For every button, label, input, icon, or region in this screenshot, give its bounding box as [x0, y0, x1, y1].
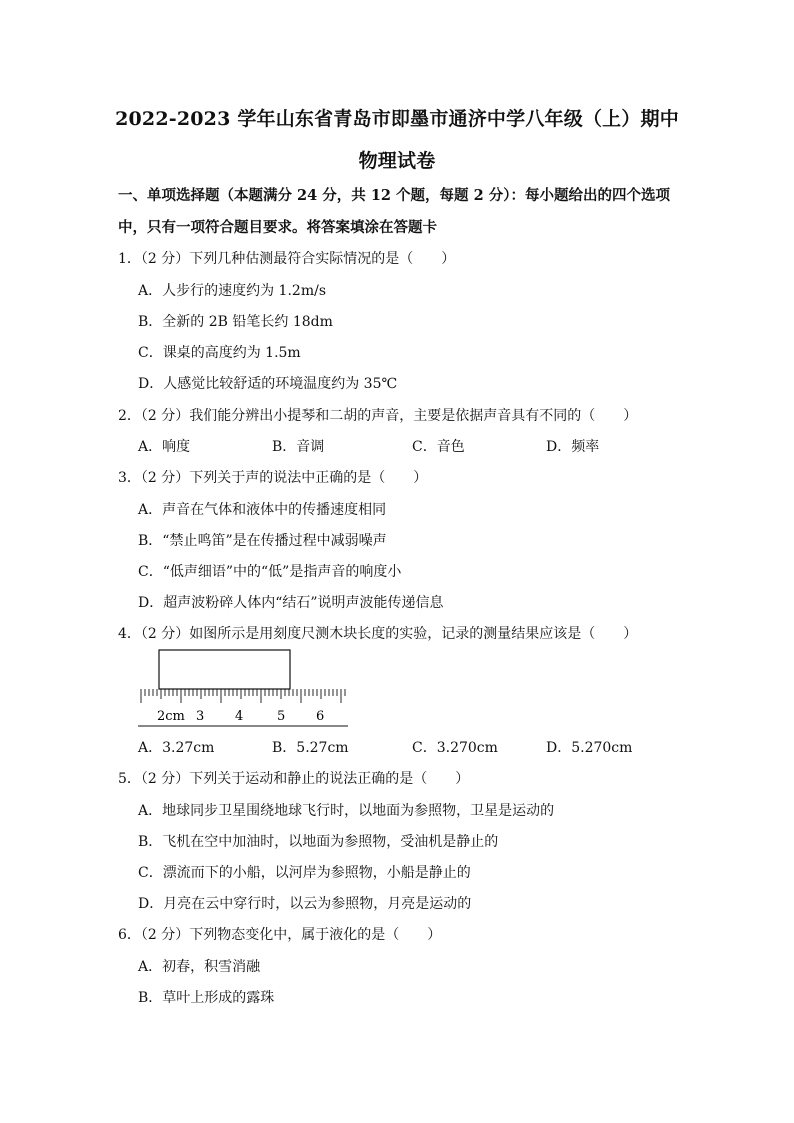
section-heading: 一、单项选择题（本题满分 24 分，共 12 个题，每题 2 分）：每小题给出的四个选项中，只有一项符合题目要求。将答案填涂在答题卡: [118, 187, 670, 236]
wooden-block: [159, 650, 290, 689]
question-4-option-d: D．5.270cm: [546, 740, 633, 756]
exam-title-line-1: 2022-2023 学年山东省青岛市即墨市通济中学八年级（上）期中: [115, 108, 679, 130]
question-2-option-d: D．频率: [546, 439, 600, 455]
question-3-stem: 3．（2 分）下列关于声的说法中正确的是（ ）: [118, 470, 428, 486]
question-5-option-c: C．漂流而下的小船，以河岸为参照物，小船是静止的: [138, 865, 471, 881]
ruler-label-6: 6: [316, 709, 325, 724]
question-5-option-d: D．月亮在云中穿行时，以云为参照物，月亮是运动的: [138, 896, 472, 912]
question-3-option-c: C．“低声细语”中的“低”是指声音的响度小: [138, 564, 402, 580]
question-3-option-d: D．超声波粉碎人体内“结石”说明声波能传递信息: [138, 595, 444, 611]
question-5-option-a: A．地球同步卫星围绕地球飞行时，以地面为参照物，卫星是运动的: [138, 803, 555, 819]
question-3-option-a: A．声音在气体和液体中的传播速度相同: [138, 502, 387, 518]
question-1-option-b: B．全新的 2B 铅笔长约 18dm: [138, 314, 333, 330]
question-6-option-b: B．草叶上形成的露珠: [138, 990, 275, 1006]
question-2-option-b: B．音调: [272, 439, 325, 455]
ruler-label-5: 5: [277, 709, 286, 724]
question-1-stem: 1．（2 分）下列几种估测最符合实际情况的是（ ）: [118, 251, 456, 267]
question-3-option-b: B．“禁止鸣笛”是在传播过程中减弱噪声: [138, 533, 387, 549]
question-2-option-a: A．响度: [138, 439, 191, 455]
question-1-option-a: A．人步行的速度约为 1.2m/s: [138, 283, 327, 299]
question-4-option-c: C．3.270cm: [412, 740, 498, 756]
ruler-label-3: 3: [196, 709, 205, 724]
question-6-option-a: A．初春，积雪消融: [138, 959, 261, 975]
question-2-option-c: C．音色: [412, 439, 465, 455]
question-5-stem: 5．（2 分）下列关于运动和静止的说法正确的是（ ）: [118, 771, 470, 787]
question-5-option-b: B．飞机在空中加油时，以地面为参照物，受油机是静止的: [138, 834, 499, 850]
ruler-block-figure: [136, 648, 356, 730]
exam-title-line-2: 物理试卷: [358, 150, 436, 172]
question-4-stem: 4．（2 分）如图所示是用刻度尺测木块长度的实验，记录的测量结果应该是（ ）: [118, 626, 638, 642]
question-2-stem: 2．（2 分）我们能分辨出小提琴和二胡的声音，主要是依据声音具有不同的（ ）: [118, 408, 638, 424]
question-1-option-d: D．人感觉比较舒适的环境温度约为 35℃: [138, 376, 398, 392]
question-4-option-b: B．5.27cm: [272, 740, 349, 756]
ruler-label-2cm: 2cm: [157, 709, 185, 724]
ruler-ticks: [141, 689, 345, 703]
question-1-option-c: C．课桌的高度约为 1.5m: [138, 345, 301, 361]
question-6-stem: 6．（2 分）下列物态变化中，属于液化的是（ ）: [118, 927, 442, 943]
ruler-label-4: 4: [235, 709, 244, 724]
question-4-option-a: A．3.27cm: [138, 740, 215, 756]
